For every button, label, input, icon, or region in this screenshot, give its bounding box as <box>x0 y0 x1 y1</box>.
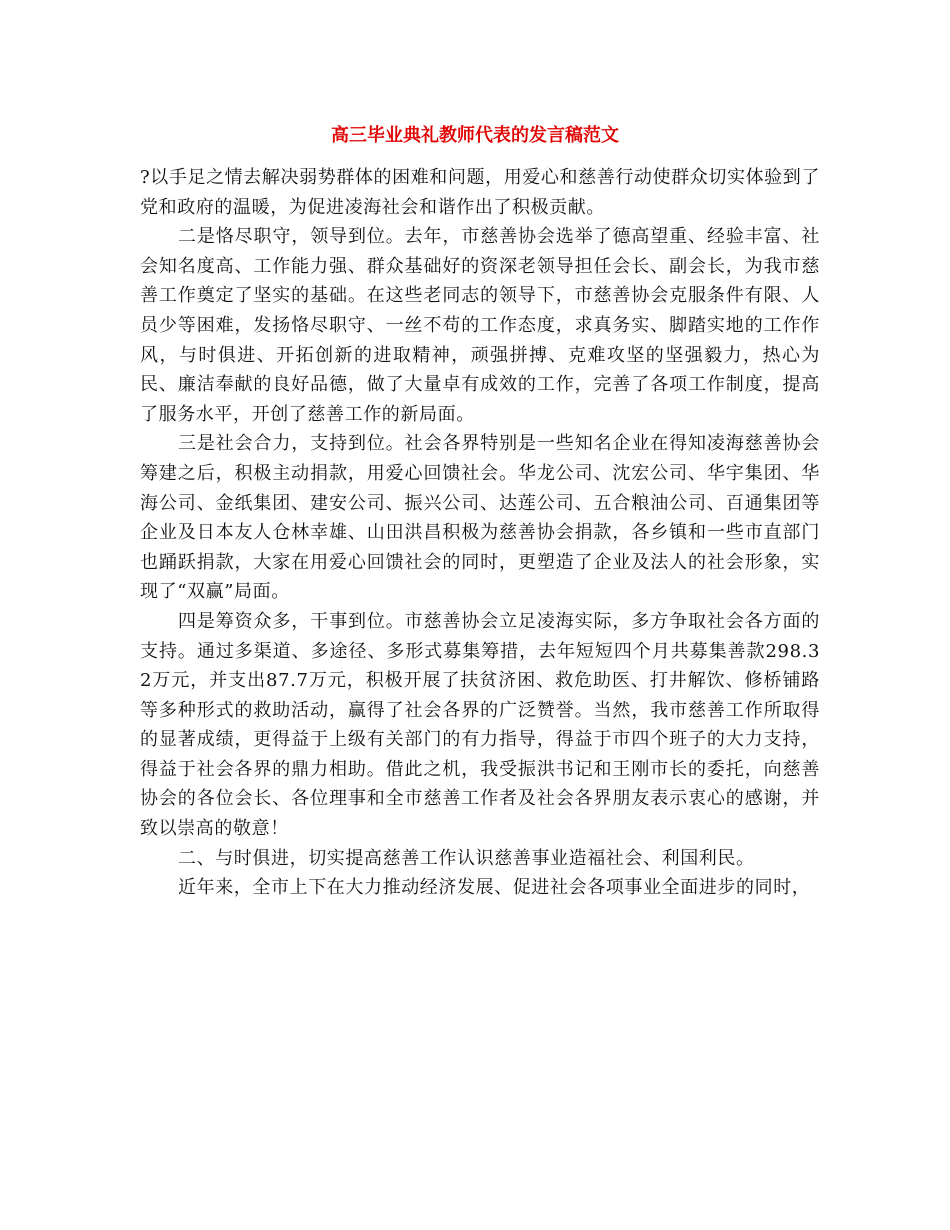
paragraph-recent-years: 近年来，全市上下在大力推动经济发展、促进社会各项事业全面进步的同时， <box>178 877 811 899</box>
document-title: 高三毕业典礼教师代表的发言稿范文 <box>331 125 619 146</box>
paragraph-social-support: 三是社会合力，支持到位。社会各界特别是一些知名企业在得知凌海慈善协会筹建之后，积极主动捐款，用爱心回馈社会。华龙公司、沈宏公司、华宇集团、华海公司、金纸集团、建安公司、振兴公司、达莲公司、五合粮油公司、百通集团等企业及日本友人仓林幸雄、山田洪昌积极为慈善协会捐款，各乡镇和一些市直部门也踊跃捐款，大家在用爱心回馈社会的同时，更塑造了企业及法人的社会形象，实现了“双赢”局面。 <box>140 433 820 603</box>
paragraph-section-heading: 二、与时俱进，切实提高慈善工作认识慈善事业造福社会、利国利民。 <box>178 847 755 869</box>
paragraph-leadership: 二是恪尽职守，领导到位。去年，市慈善协会选举了德高望重、经验丰富、社会知名度高、工作能力强、群众基础好的资深老领导担任会长、副会长，为我市慈善工作奠定了坚实的基础。在这些老同志的领导下，市慈善协会克服条件有限、人员少等困难，发扬恪尽职守、一丝不苟的工作态度，求真务实、脚踏实地的工作作风，与时俱进、开拓创新的进取精神，顽强拼搏、克难攻坚的坚强毅力，热心为民、廉洁奉献的良好品德，做了大量卓有成效的工作，完善了各项工作制度，提高了服务水平，开创了慈善工作的新局面。 <box>140 226 820 425</box>
paragraph-continuation: ?以手足之情去解决弱势群体的困难和问题，用爱心和慈善行动使群众切实体验到了党和政府的温暖，为促进凌海社会和谐作出了积极贡献。 <box>140 167 820 218</box>
document-body <box>140 163 820 903</box>
paragraph-fundraising: 四是筹资众多，干事到位。市慈善协会立足凌海实际，多方争取社会各方面的支持。通过多渠道、多途径、多形式募集筹措，去年短短四个月共募集善款298.32万元，并支出87.7万元，积极开展了扶贫济困、救危助医、打井解饮、修桥铺路等多种形式的救助活动，赢得了社会各界的广泛赞誉。当然，我市慈善工作所取得的显著成绩，更得益于上级有关部门的有力指导，得益于市四个班子的大力支持，得益于社会各界的鼎力相助。借此之机，我受振洪书记和王刚市长的委托，向慈善协会的各位会长、各位理事和全市慈善工作者及社会各界朋友表示衷心的感谢，并致以崇高的敬意！ <box>140 610 820 840</box>
